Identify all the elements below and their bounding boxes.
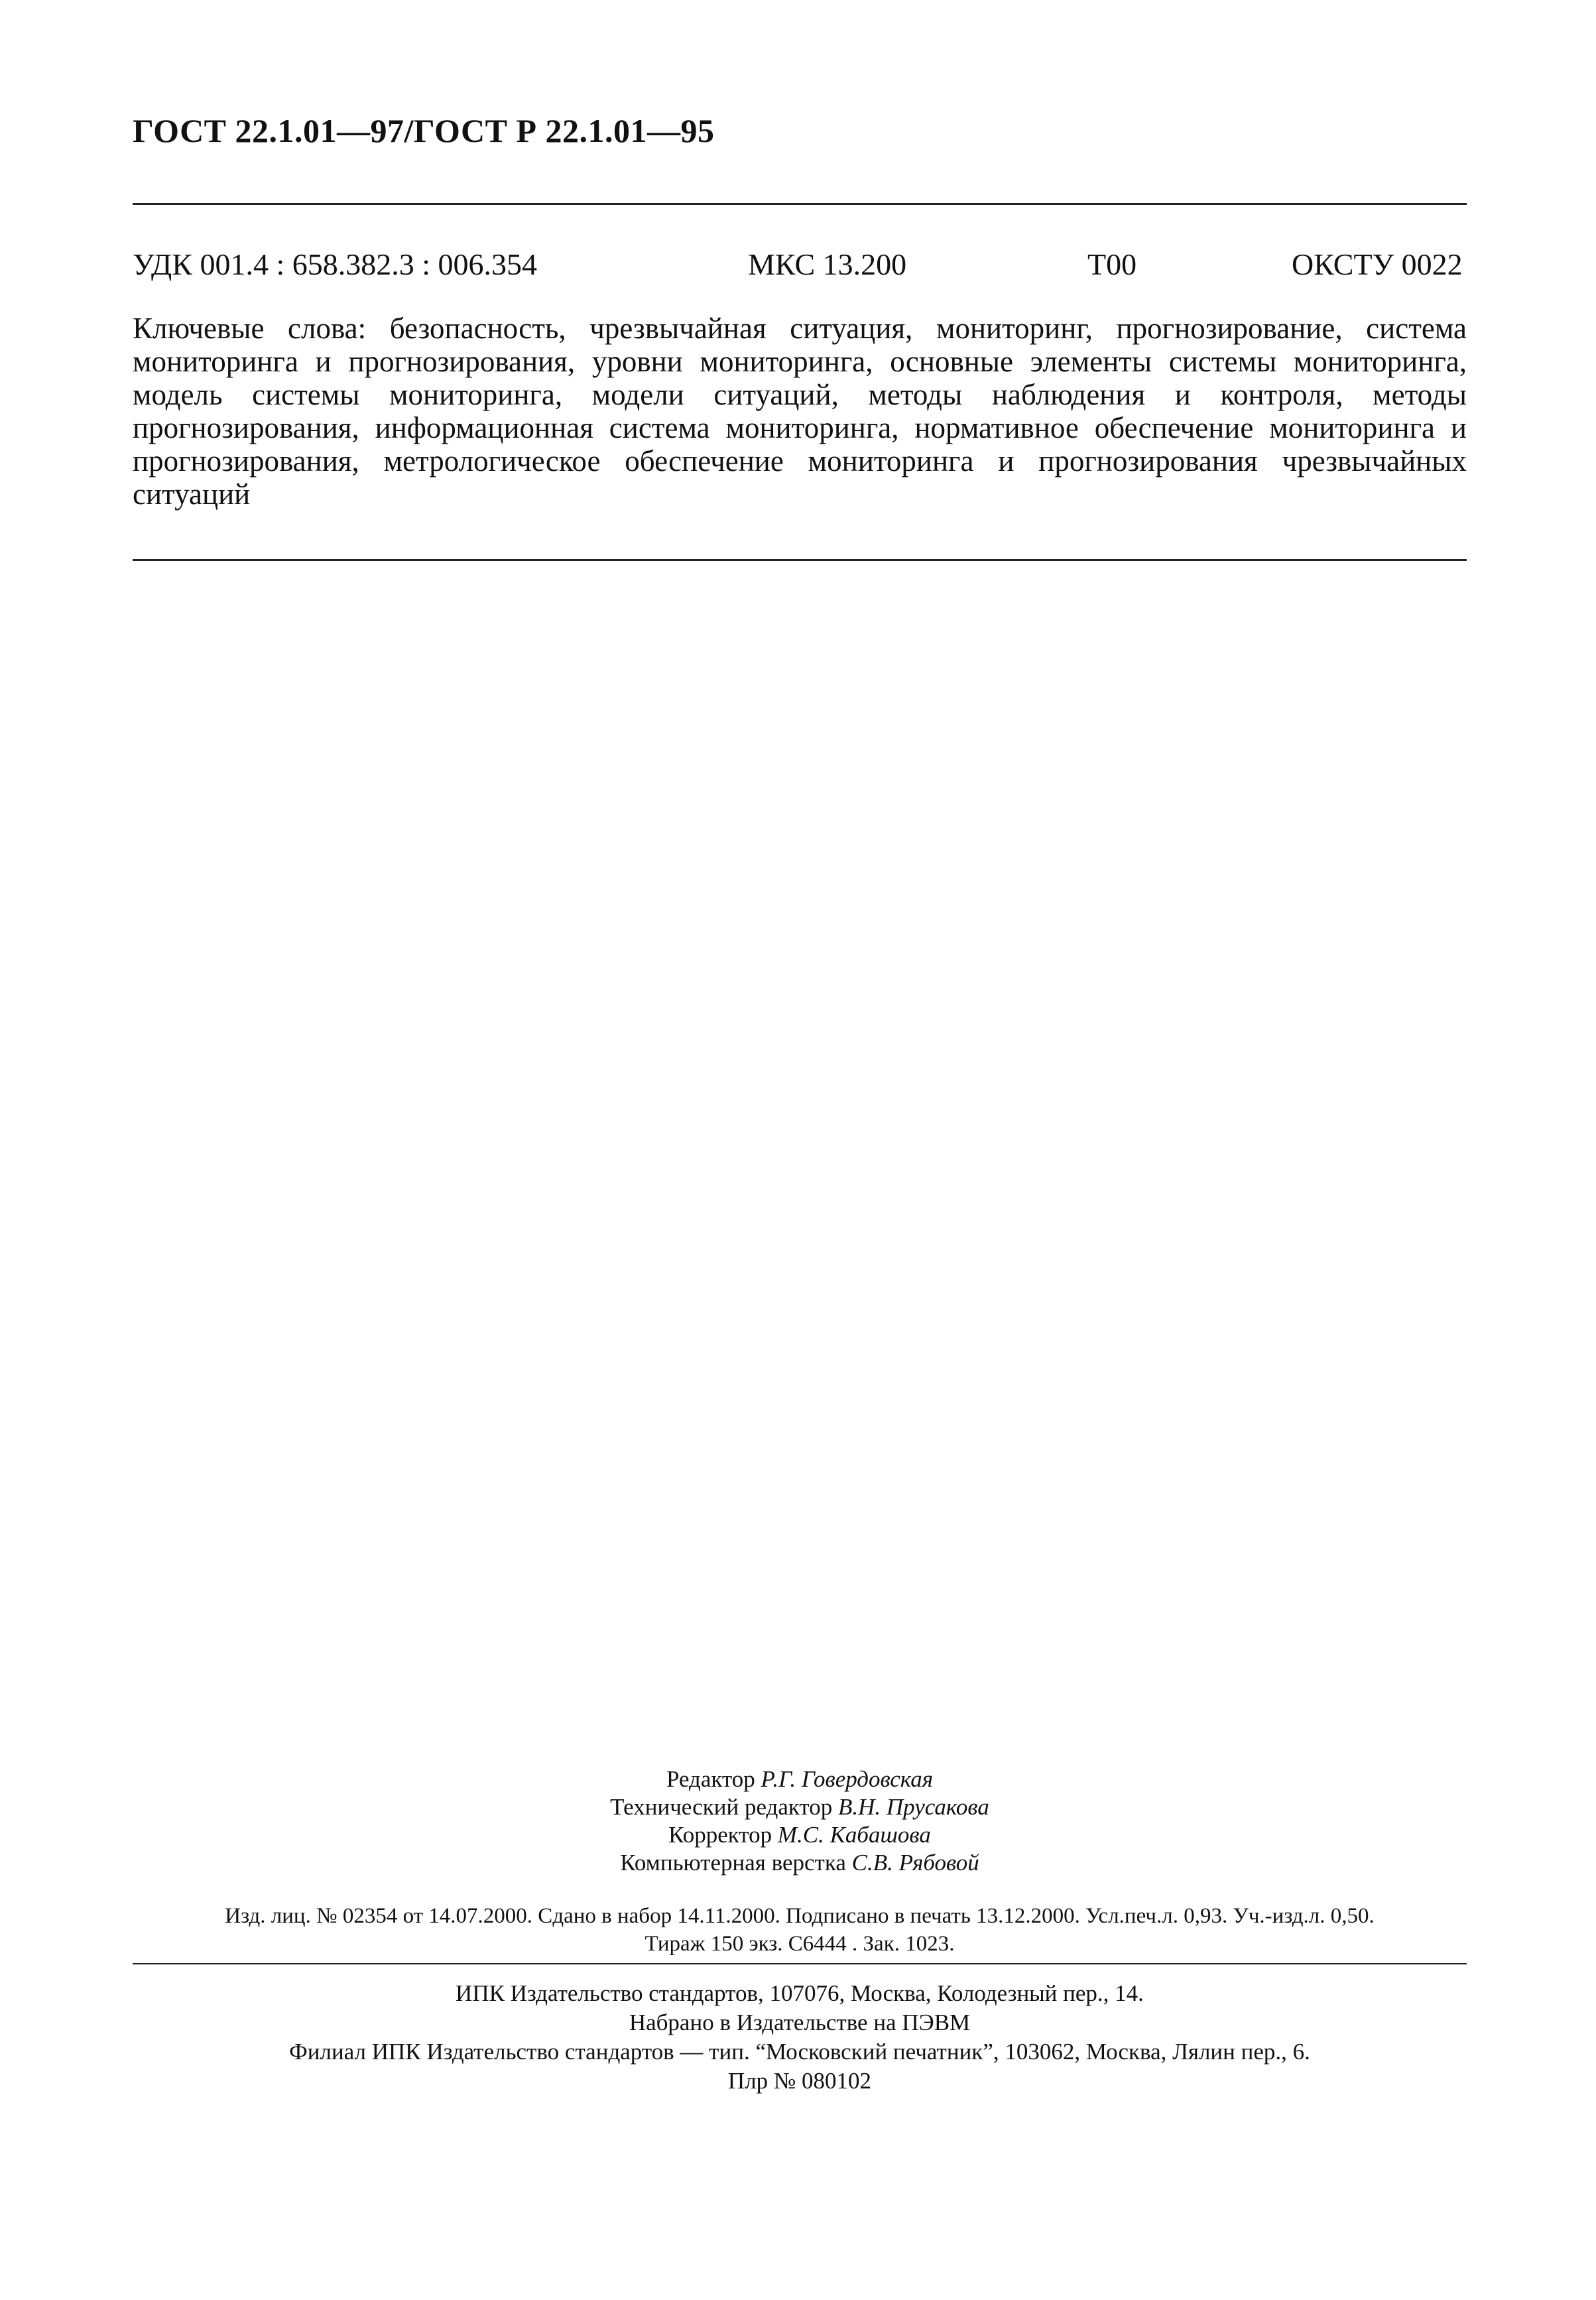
publishing-line: Тираж 150 экз. С6444 . Зак. 1023. [645, 1932, 955, 1956]
credit-tech-editor [133, 1793, 1467, 1821]
top-divider [133, 203, 1467, 205]
keywords-paragraph: Ключевые слова: безопасность, чрезвычайная ситуация, мониторинг, прогнозирование, система мониторинга и прогнозирования, уровни мониторинга, основные элементы системы мониторинга, модель системы мониторинга, модели ситуаций, методы наблюдения и контроля, методы прогнозирования, информационная система мониторинга, нормативное обеспечение мониторинга и прогнозирования, метрологическое обеспечение мониторинга и прогнозирования чрезвычайных ситуаций [133, 312, 1467, 511]
keywords-divider [133, 559, 1467, 561]
credit-person: В.Н. Прусакова [838, 1794, 989, 1820]
t-code: Т00 [1087, 247, 1137, 281]
printer-line: ИПК Издательство стандартов, 107076, Москва, Колодезный пер., 14. [456, 1980, 1144, 2006]
credits-block [133, 1765, 1467, 1877]
okstu-code: ОКСТУ 0022 [1292, 247, 1463, 281]
credit-role: Редактор [666, 1766, 755, 1792]
document-number-header: ГОСТ 22.1.01—97/ГОСТ Р 22.1.01—95 [133, 112, 715, 149]
credit-role: Компьютерная верстка [620, 1850, 846, 1876]
credit-role: Технический редактор [610, 1794, 833, 1820]
printer-line: Набрано в Издательстве на ПЭВМ [629, 2010, 971, 2035]
publishing-line: Изд. лиц. № 02354 от 14.07.2000. Сдано в набор 14.11.2000. Подписано в печать 13.12.2000. Усл.печ.л. 0,93. Уч.-изд.л. 0,50. [225, 1904, 1375, 1928]
imprint-divider [133, 1963, 1467, 1964]
credit-person: С.В. Рябовой [851, 1850, 979, 1876]
printer-line: Плр № 080102 [727, 2068, 872, 2094]
publishing-info [133, 1902, 1467, 1958]
credit-editor [133, 1765, 1467, 1793]
credit-proofreader [133, 1821, 1467, 1849]
credit-person: М.С. Кабашова [777, 1822, 931, 1848]
credit-role: Корректор [668, 1822, 772, 1848]
udk-code: УДК 001.4 : 658.382.3 : 006.354 [133, 247, 538, 281]
printer-line: Филиал ИПК Издательство стандартов — тип. “Московский печатник”, 103062, Москва, Лялин пер., 6. [289, 2039, 1310, 2065]
credit-layout [133, 1849, 1467, 1877]
mks-code: МКС 13.200 [748, 247, 907, 281]
credit-person: Р.Г. Говердовская [761, 1766, 934, 1792]
printer-info [133, 1979, 1467, 2096]
